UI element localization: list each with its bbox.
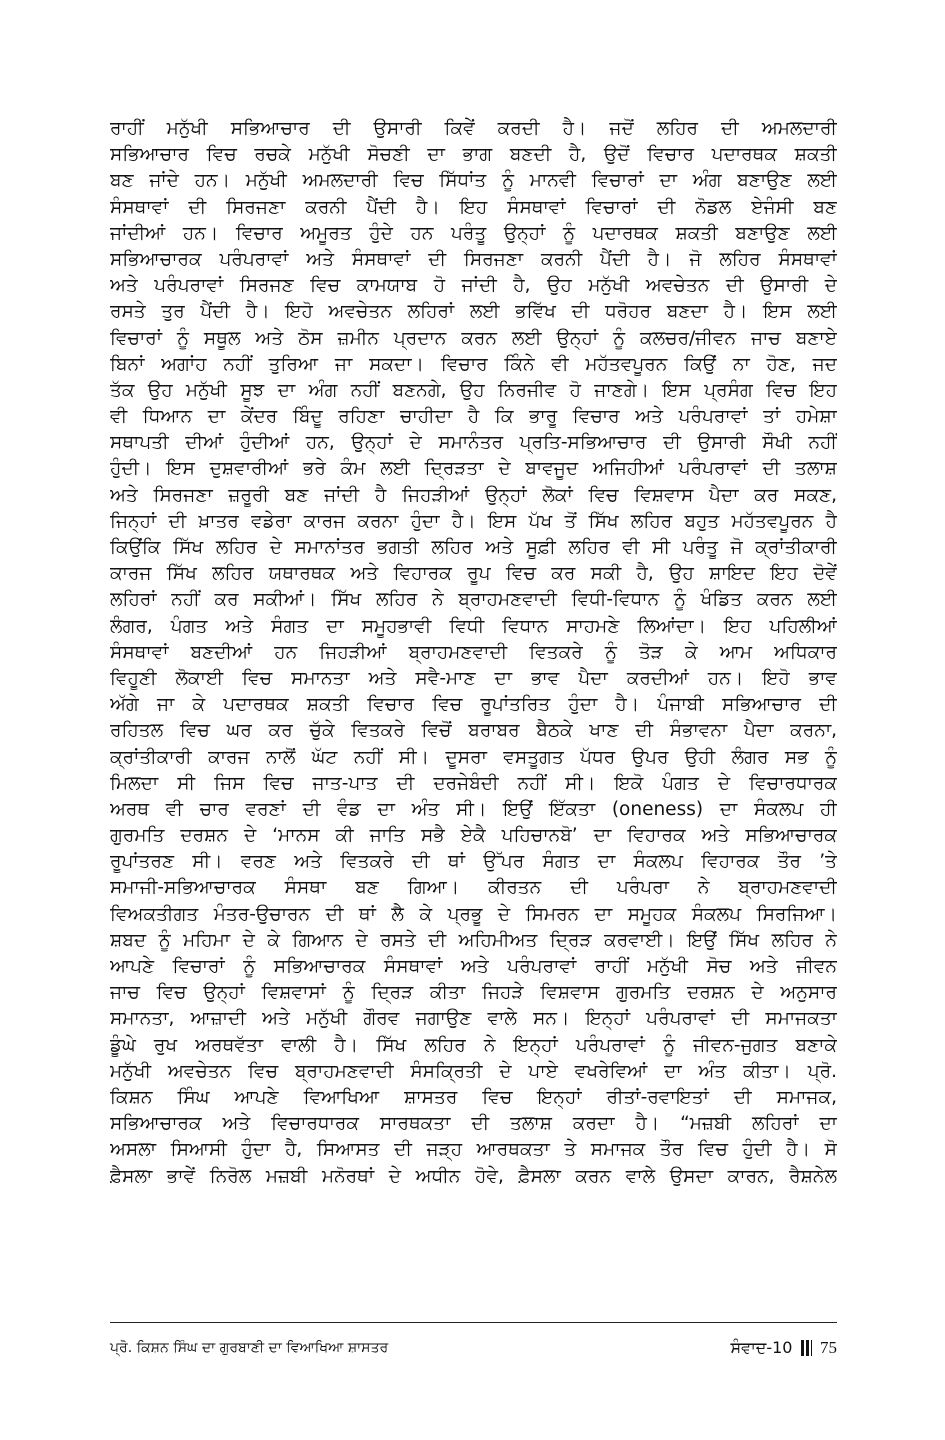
running-title: ਪ੍ਰੋ. ਕਿਸ਼ਨ ਸਿੰਘ ਦਾ ਗੁਰਬਾਣੀ ਦਾ ਵਿਆਖਿਆ ਸ਼ਾਸਤਰ <box>110 1340 389 1356</box>
footer-page-info <box>731 1334 837 1362</box>
text-line: ਫ਼ੈਸਲਾ ਭਾਵੇਂ ਨਿਰੋਲ ਮਜ਼ਬੀ ਮਨੋਰਥਾਂ ਦੇ ਅਧੀਨ ਹੋਵੇ, ਫ਼ੈਸਲਾ ਕਰਨ ਵਾਲੇ ਉਸਦਾ ਕਾਰਨ, ਰੈਸ਼ਨੇਲ <box>110 1165 837 1187</box>
text-line: ਮਨੁੱਖੀ ਅਵਚੇਤਨ ਵਿਚ ਬ੍ਰਾਹਮਣਵਾਦੀ ਸੰਸਕ੍ਰਿਤੀ ਦੇ ਪਾਏ ਵਖਰੇਵਿਆਂ ਦਾ ਅੰਤ ਕੀਤਾ। ਪ੍ਰੋ. <box>110 1060 837 1082</box>
text-line: ਵਿਅਕਤੀਗਤ ਮੰਤਰ-ਉਚਾਰਨ ਦੀ ਥਾਂ ਲੈ ਕੇ ਪ੍ਰਭੂ ਦੇ ਸਿਮਰਨ ਦਾ ਸਮੂਹਕ ਸੰਕਲਪ ਸਿਰਜਿਆ। <box>110 903 837 925</box>
footer-divider <box>110 1322 837 1323</box>
text-line: ਮਿਲਦਾ ਸੀ ਜਿਸ ਵਿਚ ਜਾਤ-ਪਾਤ ਦੀ ਦਰਜੇਬੰਦੀ ਨਹੀਂ ਸੀ। ਇਕੋ ਪੰਗਤ ਦੇ ਵਿਚਾਰਧਾਰਕ <box>110 772 837 794</box>
text-line: ਲਹਿਰਾਂ ਨਹੀਂ ਕਰ ਸਕੀਆਂ। ਸਿੱਖ ਲਹਿਰ ਨੇ ਬ੍ਰਾਹਮਣਵਾਦੀ ਵਿਧੀ-ਵਿਧਾਨ ਨੂੰ ਖੰਡਿਤ ਕਰਨ ਲਈ <box>110 589 837 611</box>
page-number: 75 <box>820 1338 837 1357</box>
text-line: ਹੁੰਦੀ। ਇਸ ਦੁਸ਼ਵਾਰੀਆਂ ਭਰੇ ਕੰਮ ਲਈ ਦ੍ਰਿੜਤਾ ਦੇ ਬਾਵਜੂਦ ਅਜਿਹੀਆਂ ਪਰੰਪਰਾਵਾਂ ਦੀ ਤਲਾਸ਼ <box>110 458 837 480</box>
text-line: ਅਰਥ ਵੀ ਚਾਰ ਵਰਣਾਂ ਦੀ ਵੰਡ ਦਾ ਅੰਤ ਸੀ। ਇਉਂ ਇੱਕਤਾ (oneness) ਦਾ ਸੰਕਲਪ ਹੀ <box>110 798 837 820</box>
separator-bars-icon <box>801 1340 813 1356</box>
text-line: ਵੀ ਧਿਆਨ ਦਾ ਕੇਂਦਰ ਬਿੰਦੂ ਰਹਿਣਾ ਚਾਹੀਦਾ ਹੈ ਕਿ ਭਾਰੂ ਵਿਚਾਰ ਅਤੇ ਪਰੰਪਰਾਵਾਂ ਤਾਂ ਹਮੇਸ਼ਾ <box>110 406 837 428</box>
text-line: ਅਤੇ ਪਰੰਪਰਾਵਾਂ ਸਿਰਜਣ ਵਿਚ ਕਾਮਯਾਬ ਹੋ ਜਾਂਦੀ ਹੈ, ਉਹ ਮਨੁੱਖੀ ਅਵਚੇਤਨ ਦੀ ਉਸਾਰੀ ਦੇ <box>110 275 837 297</box>
text-line: ਸਭਿਆਚਾਰਕ ਅਤੇ ਵਿਚਾਰਧਾਰਕ ਸਾਰਥਕਤਾ ਦੀ ਤਲਾਸ਼ ਕਰਦਾ ਹੈ। “ਮਜ਼ਬੀ ਲਹਿਰਾਂ ਦਾ <box>110 1113 837 1135</box>
text-line: ਸਭਿਆਚਾਰਕ ਪਰੰਪਰਾਵਾਂ ਅਤੇ ਸੰਸਥਾਵਾਂ ਦੀ ਸਿਰਜਣਾ ਕਰਨੀ ਪੈਂਦੀ ਹੈ। ਜੋ ਲਹਿਰ ਸੰਸਥਾਵਾਂ <box>110 248 837 270</box>
page-footer <box>110 1334 837 1362</box>
text-line: ਜਾਚ ਵਿਚ ਉਨ੍ਹਾਂ ਵਿਸ਼ਵਾਸਾਂ ਨੂੰ ਦ੍ਰਿੜ ਕੀਤਾ ਜਿਹੜੇ ਵਿਸ਼ਵਾਸ ਗੁਰਮਤਿ ਦਰਸ਼ਨ ਦੇ ਅਨੁਸਾਰ <box>110 982 837 1004</box>
text-line: ਜਿਨ੍ਹਾਂ ਦੀ ਖ਼ਾਤਰ ਵਡੇਰਾ ਕਾਰਜ ਕਰਨਾ ਹੁੰਦਾ ਹੈ। ਇਸ ਪੱਖ ਤੋਂ ਸਿੱਖ ਲਹਿਰ ਬਹੁਤ ਮਹੱਤਵਪੂਰਨ ਹੈ <box>110 510 837 532</box>
text-line: ਵਿਹੂਣੀ ਲੋਕਾਈ ਵਿਚ ਸਮਾਨਤਾ ਅਤੇ ਸਵੈ-ਮਾਣ ਦਾ ਭਾਵ ਪੈਦਾ ਕਰਦੀਆਂ ਹਨ। ਇਹੋ ਭਾਵ <box>110 667 837 689</box>
text-line: ਸਮਾਜੀ-ਸਭਿਆਚਾਰਕ ਸੰਸਥਾ ਬਣ ਗਿਆ। ਕੀਰਤਨ ਦੀ ਪਰੰਪਰਾ ਨੇ ਬ੍ਰਾਹਮਣਵਾਦੀ <box>110 877 837 899</box>
text-line: ਸਥਾਪਤੀ ਦੀਆਂ ਹੁੰਦੀਆਂ ਹਨ, ਉਨ੍ਹਾਂ ਦੇ ਸਮਾਨੰਤਰ ਪ੍ਰਤਿ-ਸਭਿਆਚਾਰ ਦੀ ਉਸਾਰੀ ਸੌਖੀ ਨਹੀਂ <box>110 432 837 454</box>
text-line: ਤੱਕ ਉਹ ਮਨੁੱਖੀ ਸੂਝ ਦਾ ਅੰਗ ਨਹੀਂ ਬਣਨਗੇ, ਉਹ ਨਿਰਜੀਵ ਹੋ ਜਾਣਗੇ। ਇਸ ਪ੍ਰਸੰਗ ਵਿਚ ਇਹ <box>110 379 837 401</box>
text-line: ਸਮਾਨਤਾ, ਆਜ਼ਾਦੀ ਅਤੇ ਮਨੁੱਖੀ ਗੌਰਵ ਜਗਾਉਣ ਵਾਲੇ ਸਨ। ਇਨ੍ਹਾਂ ਪਰੰਪਰਾਵਾਂ ਦੀ ਸਮਾਜਕਤਾ <box>110 1008 837 1030</box>
text-line: ਜਾਂਦੀਆਂ ਹਨ। ਵਿਚਾਰ ਅਮੂਰਤ ਹੁੰਦੇ ਹਨ ਪਰੰਤੂ ਉਨ੍ਹਾਂ ਨੂੰ ਪਦਾਰਥਕ ਸ਼ਕਤੀ ਬਣਾਉਣ ਲਈ <box>110 222 837 244</box>
text-line: ਗੁਰਮਤਿ ਦਰਸ਼ਨ ਦੇ ‘ਮਾਨਸ ਕੀ ਜਾਤਿ ਸਭੈ ਏਕੈ ਪਹਿਚਾਨਬੋ’ ਦਾ ਵਿਹਾਰਕ ਅਤੇ ਸਭਿਆਚਾਰਕ <box>110 825 837 847</box>
text-line: ਸਭਿਆਚਾਰ ਵਿਚ ਰਚਕੇ ਮਨੁੱਖੀ ਸੋਚਣੀ ਦਾ ਭਾਗ ਬਣਦੀ ਹੈ, ਉਦੋਂ ਵਿਚਾਰ ਪਦਾਰਥਕ ਸ਼ਕਤੀ <box>110 144 837 166</box>
body-paragraph <box>110 116 837 1190</box>
text-line: ਸ਼ਬਦ ਨੂੰ ਮਹਿਮਾ ਦੇ ਕੇ ਗਿਆਨ ਦੇ ਰਸਤੇ ਦੀ ਅਹਿਮੀਅਤ ਦ੍ਰਿੜ ਕਰਵਾਈ। ਇਉਂ ਸਿੱਖ ਲਹਿਰ ਨੇ <box>110 929 837 951</box>
text-line: ਸੰਸਥਾਵਾਂ ਬਣਦੀਆਂ ਹਨ ਜਿਹੜੀਆਂ ਬ੍ਰਾਹਮਣਵਾਦੀ ਵਿਤਕਰੇ ਨੂੰ ਤੋੜ ਕੇ ਆਮ ਅਧਿਕਾਰ <box>110 641 837 663</box>
text-line: ਅੱਗੇ ਜਾ ਕੇ ਪਦਾਰਥਕ ਸ਼ਕਤੀ ਵਿਚਾਰ ਵਿਚ ਰੂਪਾਂਤਰਿਤ ਹੁੰਦਾ ਹੈ। ਪੰਜਾਬੀ ਸਭਿਆਚਾਰ ਦੀ <box>110 694 837 716</box>
text-line: ਕਿਉਂਕਿ ਸਿੱਖ ਲਹਿਰ ਦੇ ਸਮਾਨਾਂਤਰ ਭਗਤੀ ਲਹਿਰ ਅਤੇ ਸੂਫ਼ੀ ਲਹਿਰ ਵੀ ਸੀ ਪਰੰਤੂ ਜੋ ਕ੍ਰਾਂਤੀਕਾਰੀ <box>110 537 837 558</box>
text-line: ਬਿਨਾਂ ਅਗਾਂਹ ਨਹੀਂ ਤੁਰਿਆ ਜਾ ਸਕਦਾ। ਵਿਚਾਰ ਕਿੰਨੇ ਵੀ ਮਹੱਤਵਪੂਰਨ ਕਿਉਂ ਨਾ ਹੋਣ, ਜਦ <box>110 353 837 375</box>
text-line: ਸੰਸਥਾਵਾਂ ਦੀ ਸਿਰਜਣਾ ਕਰਨੀ ਪੈਂਦੀ ਹੈ। ਇਹ ਸੰਸਥਾਵਾਂ ਵਿਚਾਰਾਂ ਦੀ ਨੋਡਲ ਏਜੰਸੀ ਬਣ <box>110 196 837 218</box>
text-line: ਰਹਿਤਲ ਵਿਚ ਘਰ ਕਰ ਚੁੱਕੇ ਵਿਤਕਰੇ ਵਿਚੋਂ ਬਰਾਬਰ ਬੈਠਕੇ ਖਾਣ ਦੀ ਸੰਭਾਵਨਾ ਪੈਦਾ ਕਰਨਾ, <box>110 720 837 742</box>
text-line: ਕਿਸ਼ਨ ਸਿੰਘ ਆਪਣੇ ਵਿਆਖਿਆ ਸ਼ਾਸਤਰ ਵਿਚ ਇਨ੍ਹਾਂ ਰੀਤਾਂ-ਰਵਾਇਤਾਂ ਦੀ ਸਮਾਜਕ, <box>110 1086 837 1108</box>
text-line: ਬਣ ਜਾਂਦੇ ਹਨ। ਮਨੁੱਖੀ ਅਮਲਦਾਰੀ ਵਿਚ ਸਿੱਧਾਂਤ ਨੂੰ ਮਾਨਵੀ ਵਿਚਾਰਾਂ ਦਾ ਅੰਗ ਬਣਾਉਣ ਲਈ <box>110 170 837 192</box>
text-line: ਡੂੰਘੇ ਰੁਖ ਅਰਥਵੱਤਾ ਵਾਲੀ ਹੈ। ਸਿੱਖ ਲਹਿਰ ਨੇ ਇਨ੍ਹਾਂ ਪਰੰਪਰਾਵਾਂ ਨੂੰ ਜੀਵਨ-ਜੁਗਤ ਬਣਾਕੇ <box>110 1034 837 1056</box>
text-line: ਵਿਚਾਰਾਂ ਨੂੰ ਸਥੂਲ ਅਤੇ ਠੋਸ ਜ਼ਮੀਨ ਪ੍ਰਦਾਨ ਕਰਨ ਲਈ ਉਨ੍ਹਾਂ ਨੂੰ ਕਲਚਰ/ਜੀਵਨ ਜਾਚ ਬਣਾਏ <box>110 327 837 349</box>
text-line: ਰੂਪਾਂਤਰਣ ਸੀ। ਵਰਣ ਅਤੇ ਵਿਤਕਰੇ ਦੀ ਥਾਂ ਉੱਪਰ ਸੰਗਤ ਦਾ ਸੰਕਲਪ ਵਿਹਾਰਕ ਤੌਰ ’ਤੇ <box>110 851 837 873</box>
text-line: ਕ੍ਰਾਂਤੀਕਾਰੀ ਕਾਰਜ ਨਾਲੋਂ ਘੱਟ ਨਹੀਂ ਸੀ। ਦੂਸਰਾ ਵਸਤੂਗਤ ਪੱਧਰ ਉਪਰ ਉਹੀ ਲੰਗਰ ਸਭ ਨੂੰ <box>110 746 837 768</box>
text-line: ਆਪਣੇ ਵਿਚਾਰਾਂ ਨੂੰ ਸਭਿਆਚਾਰਕ ਸੰਸਥਾਵਾਂ ਅਤੇ ਪਰੰਪਰਾਵਾਂ ਰਾਹੀਂ ਮਨੁੱਖੀ ਸੋਚ ਅਤੇ ਜੀਵਨ <box>110 956 837 977</box>
text-line: ਰਾਹੀਂ ਮਨੁੱਖੀ ਸਭਿਆਚਾਰ ਦੀ ਉਸਾਰੀ ਕਿਵੇਂ ਕਰਦੀ ਹੈ। ਜਦੋਂ ਲਹਿਰ ਦੀ ਅਮਲਦਾਰੀ <box>110 118 837 139</box>
text-line: ਅਤੇ ਸਿਰਜਣਾ ਜ਼ਰੂਰੀ ਬਣ ਜਾਂਦੀ ਹੈ ਜਿਹੜੀਆਂ ਉਨ੍ਹਾਂ ਲੋਕਾਂ ਵਿਚ ਵਿਸ਼ਵਾਸ ਪੈਦਾ ਕਰ ਸਕਣ, <box>110 484 837 506</box>
text-line: ਕਾਰਜ ਸਿੱਖ ਲਹਿਰ ਯਥਾਰਥਕ ਅਤੇ ਵਿਹਾਰਕ ਰੂਪ ਵਿਚ ਕਰ ਸਕੀ ਹੈ, ਉਹ ਸ਼ਾਇਦ ਇਹ ਦੋਵੇਂ <box>110 563 837 585</box>
text-line: ਅਸਲਾ ਸਿਆਸੀ ਹੁੰਦਾ ਹੈ, ਸਿਆਸਤ ਦੀ ਜੜ੍ਹ ਆਰਥਕਤਾ ਤੇ ਸਮਾਜਕ ਤੌਰ ਵਿਚ ਹੁੰਦੀ ਹੈ। ਸੋ <box>110 1139 837 1161</box>
text-line: ਰਸਤੇ ਤੁਰ ਪੈਂਦੀ ਹੈ। ਇਹੋ ਅਵਚੇਤਨ ਲਹਿਰਾਂ ਲਈ ਭਵਿੱਖ ਦੀ ਧਰੋਹਰ ਬਣਦਾ ਹੈ। ਇਸ ਲਈ <box>110 301 837 323</box>
issue-label: ਸੰਵਾਦ-10 <box>730 1338 793 1357</box>
text-line: ਲੰਗਰ, ਪੰਗਤ ਅਤੇ ਸੰਗਤ ਦਾ ਸਮੂਹਭਾਵੀ ਵਿਧੀ ਵਿਧਾਨ ਸਾਹਮਣੇ ਲਿਆਂਦਾ। ਇਹ ਪਹਿਲੀਆਂ <box>110 615 837 637</box>
